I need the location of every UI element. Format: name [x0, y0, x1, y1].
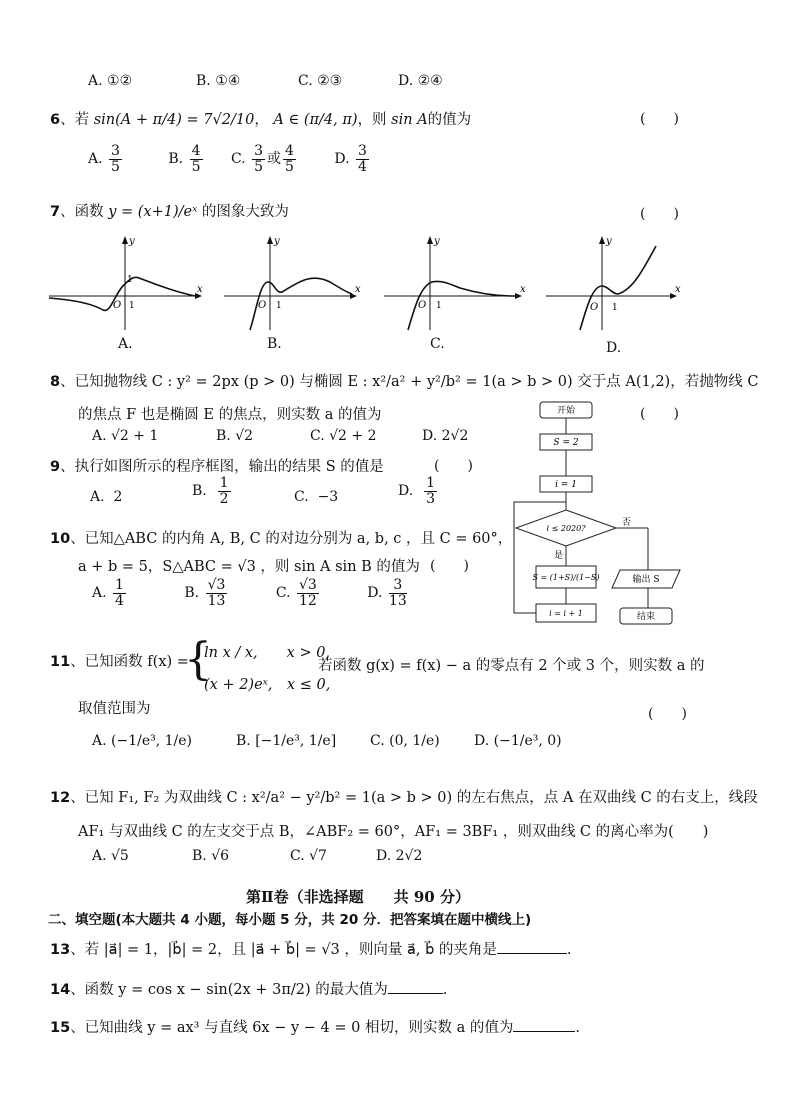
question-number: 15: [50, 1020, 71, 1036]
q12-option-d: D. 2√2: [376, 848, 423, 864]
svg-text:是: 是: [554, 551, 564, 561]
q12-option-a: A. √5: [92, 848, 129, 864]
q10-option-a: A. $\frac{1}{4}$: [92, 577, 124, 609]
q6-expr2: A ∈ (π/4, π): [273, 112, 358, 128]
axis-y-label: y: [274, 236, 280, 247]
q11-option-d: D. (−1/e³, 0): [474, 733, 562, 749]
q9-option-d: D. $\frac{1}{3}$: [398, 475, 436, 507]
q12-option-b: B. √6: [192, 848, 230, 864]
q8-option-a: A. √2 + 1: [92, 428, 159, 444]
question-number: 6: [50, 112, 61, 128]
q11-option-a: A. (−1/e³, 1/e): [92, 733, 192, 749]
q11-option-b: B. [−1/e³, 1/e]: [236, 733, 337, 749]
q12-line2: AF₁ 与双曲线 C 的左支交于点 B，∠ABF₂ = 60°，AF₁ = 3BF₁ ，则双曲线 C 的离心率为( ): [78, 824, 709, 840]
q8-line1: 、已知抛物线 C : y² = 2px (p > 0) 与椭圆 E : x²/a² + y²/b² = 1(a > b > 0) 交于点 A(1,2)，若抛物线 C: [60, 374, 759, 390]
svg-text:i = 1: i = 1: [555, 480, 577, 490]
q12-option-c: C. √7: [290, 848, 327, 864]
q5-option-d: D. ②④: [398, 73, 443, 89]
svg-text:i ≤ 2020?: i ≤ 2020?: [546, 524, 586, 533]
q8-option-c: C. √2 + 2: [310, 428, 377, 444]
question-7: [50, 200, 289, 221]
one-label: 1: [436, 301, 442, 311]
q10-option-c: C. $\frac{√3}{12}$: [275, 577, 317, 609]
section-instructions: 二、填空题(本大题共 4 小题，每小题 5 分，共 20 分．把答案填在题中横线上): [48, 912, 532, 928]
question-number: 12: [50, 790, 71, 806]
q6-option-a: A. $\frac{3}{5}$: [88, 143, 120, 175]
q9-option-b: B. $\frac{1}{2}$: [192, 475, 229, 507]
q7-expr: y = (x+1)/eˣ: [108, 204, 198, 220]
question-11: [50, 650, 189, 671]
q8-line2: 的焦点 F 也是椭圆 E 的焦点，则实数 a 的值为: [78, 407, 382, 423]
q7-graph-label-b: B.: [267, 336, 282, 352]
one-label: 1: [127, 275, 133, 285]
q10-option-d: D. $\frac{3}{13}$: [367, 577, 407, 609]
q8-option-d: D. 2√2: [422, 428, 469, 444]
origin-label: O: [258, 300, 267, 311]
q8-answer-paren: ( ): [640, 406, 679, 422]
q11-line2: 取值范围为: [78, 701, 151, 717]
question-10: [50, 527, 512, 548]
axis-y-label: y: [606, 236, 612, 247]
axis-y-label: y: [129, 236, 135, 247]
question-6: [50, 108, 471, 129]
question-number: 13: [50, 942, 71, 958]
answer-blank[interactable]: [513, 1019, 575, 1032]
q6-answer-paren: ( ): [640, 111, 679, 127]
q11-option-c: C. (0, 1/e): [370, 733, 440, 749]
q11-brace: {: [184, 634, 212, 685]
q7-graph-b: [220, 232, 370, 332]
q13-text: 、若 |a⃗| = 1，|b⃗| = 2，且 |a⃗ + b⃗| = √3 ，则向量 a⃗, b⃗ 的夹角是: [70, 942, 497, 958]
origin-label: O: [590, 302, 599, 313]
q6-option-d: D. $\frac{3}{4}$: [334, 143, 367, 175]
question-9: [50, 455, 384, 476]
q7-graph-c: [380, 232, 530, 332]
origin-label: O: [418, 300, 427, 311]
q7-text-a: 、函数: [60, 204, 104, 220]
axis-x-label: x: [520, 284, 526, 295]
question-number: 14: [50, 982, 71, 998]
one-label: 1: [276, 301, 282, 311]
q6-expr3: sin A: [391, 112, 428, 128]
answer-blank[interactable]: [497, 941, 567, 954]
section-title: 第Ⅱ卷（非选择题 共 90 分）: [246, 888, 470, 906]
q12-line1: 、已知 F₁, F₂ 为双曲线 C : x²/a² − y²/b² = 1(a > b > 0) 的左右焦点，点 A 在双曲线 C 的右支上，线段: [70, 790, 758, 806]
q9-option-a: A. 2: [90, 489, 123, 505]
q8-option-b: B. √2: [216, 428, 254, 444]
q9-text: 、执行如图所示的程序框图，输出的结果 S 的值是: [60, 459, 384, 475]
svg-text:输出 S: 输出 S: [632, 575, 660, 585]
q6-option-c: C. $\frac{3}{5}$ 或 $\frac{4}{5}$: [230, 143, 294, 175]
q14-text: 、函数 y = cos x − sin(2x + 3π/2) 的最大值为: [70, 982, 388, 998]
q11-piece2: (x + 2)eˣ, x ≤ 0,: [204, 677, 331, 693]
answer-blank[interactable]: [388, 981, 443, 994]
svg-text:否: 否: [622, 518, 632, 528]
question-number: 11: [50, 654, 71, 670]
axis-x-label: x: [355, 284, 361, 295]
q6-options: [88, 144, 371, 174]
question-8: [50, 370, 758, 391]
q7-graph-label-a: A.: [118, 336, 133, 352]
q7-answer-paren: ( ): [640, 206, 679, 222]
flowchart: [508, 398, 694, 638]
question-12: [50, 786, 758, 807]
q6-text-a: 、若: [60, 112, 90, 128]
q6-text-c: 的值为: [427, 112, 472, 128]
q7-text-b: 的图象大致为: [201, 204, 289, 220]
question-15: 15、已知曲线 y = ax³ 与直线 6x − y − 4 = 0 相切，则实数 a 的值为 .: [50, 1020, 580, 1036]
q11-piece1: ln x / x, x > 0,: [204, 645, 331, 661]
question-number: 10: [50, 531, 71, 547]
svg-text:结束: 结束: [636, 612, 656, 622]
q10-option-b: B. $\frac{√3}{13}$: [184, 577, 226, 609]
origin-label: O: [113, 300, 122, 311]
q11-text-b: 若函数 g(x) = f(x) − a 的零点有 2 个或 3 个，则实数 a 的: [318, 658, 705, 674]
q6-text-b: ，则: [357, 112, 387, 128]
question-13: 13、若 |a⃗| = 1，|b⃗| = 2，且 |a⃗ + b⃗| = √3 ，则向量 a⃗, b⃗ 的夹角是 .: [50, 942, 572, 958]
q7-graph-a: [45, 232, 210, 332]
q11-answer-paren: ( ): [648, 706, 687, 722]
svg-text:开始: 开始: [556, 406, 576, 416]
q5-option-a: A. ①②: [88, 73, 133, 89]
q9-answer-paren: ( ): [434, 458, 473, 474]
q10-options: [92, 578, 409, 608]
q9-option-c: C. −3: [294, 489, 339, 505]
q5-option-c: C. ②③: [298, 73, 343, 89]
q7-graph-d: [542, 232, 687, 332]
q11-text-a: 、已知函数 f(x) =: [70, 654, 189, 670]
one-label: 1: [612, 303, 618, 313]
q15-text: 、已知曲线 y = ax³ 与直线 6x − y − 4 = 0 相切，则实数 a 的值为: [70, 1020, 514, 1036]
axis-x-label: x: [197, 284, 203, 295]
question-number: 7: [50, 204, 61, 220]
one-label: 1: [129, 301, 135, 311]
q7-graph-label-d: D.: [606, 340, 622, 356]
q10-line2: a + b = 5，S△ABC = √3 ，则 sin A sin B 的值为: [78, 559, 420, 575]
q6-text-mid: ，: [254, 112, 269, 128]
question-14: 14、函数 y = cos x − sin(2x + 3π/2) 的最大值为 .: [50, 982, 448, 998]
q7-graph-label-c: C.: [430, 336, 445, 352]
question-number: 9: [50, 459, 61, 475]
q10-answer-paren: ( ): [430, 558, 469, 574]
q6-option-b: B. $\frac{4}{5}$: [168, 143, 201, 175]
q6-expr1: sin(A + π/4) = 7√2/10: [93, 112, 255, 128]
svg-text:i = i + 1: i = i + 1: [549, 609, 583, 618]
axis-y-label: y: [434, 236, 440, 247]
q5-option-b: B. ①④: [196, 73, 241, 89]
q10-line1: 、已知△ABC 的内角 A, B, C 的对边分别为 a, b, c ，且 C = 60°，: [70, 531, 513, 547]
svg-text:S = 2: S = 2: [553, 438, 579, 448]
question-number: 8: [50, 374, 61, 390]
svg-text:S = (1+S)/(1−S): S = (1+S)/(1−S): [532, 573, 600, 582]
axis-x-label: x: [675, 284, 681, 295]
